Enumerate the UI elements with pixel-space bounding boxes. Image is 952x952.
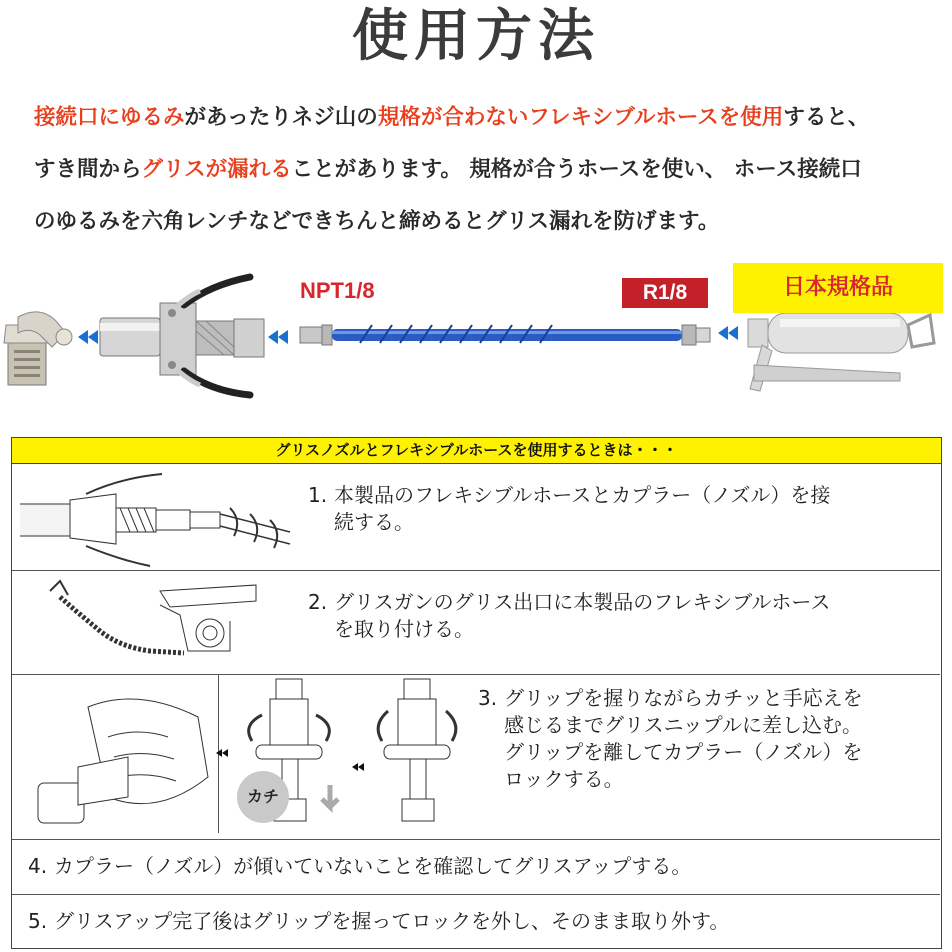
intro-segment: すき間から xyxy=(34,157,142,182)
step-row-1 xyxy=(12,464,940,571)
step-4-text: 4. カプラー（ノズル）が傾いていないことを確認してグリスアップする。 xyxy=(28,854,692,878)
flexible-hose-illustration xyxy=(300,325,710,345)
grease-gun-hose-illustration xyxy=(20,571,300,675)
step-row-4 xyxy=(12,840,940,895)
step-5-text: 5. グリスアップ完了後はグリップを握ってロックを外し、そのまま取り外す。 xyxy=(28,909,730,933)
intro-line-2 xyxy=(34,144,934,196)
jis-standard-label: 日本規格品 xyxy=(733,263,943,313)
step-3-text: 3. グリップを握りながらカチッと手応えを 感じるまでグリスニップルに差し込む。 グリップを離してカプラー（ノズル）を ロックする。 xyxy=(478,686,863,791)
step-1-text: 1. 本製品のフレキシブルホースとカプラー（ノズル）を接 続する。 xyxy=(308,483,831,534)
page-title: 使用方法 xyxy=(352,4,600,69)
intro-segment: グリスが漏れる xyxy=(141,157,292,182)
npt-thread-label: NPT1/8 xyxy=(300,278,375,303)
hand-gripping-illustration xyxy=(18,677,218,837)
intro-segment: すると、 xyxy=(783,105,870,130)
procedure-table xyxy=(11,437,942,949)
step-row-2 xyxy=(12,571,940,675)
intro-segment: 規格が合わないフレキシブルホースを使用 xyxy=(377,105,784,130)
intro-line-3 xyxy=(34,196,934,248)
intro-segment: 接続口にゆるみ xyxy=(34,105,185,130)
intro-segment: があったりネジ山の xyxy=(184,105,378,130)
grease-nipple-illustration xyxy=(4,312,72,385)
down-arrow-icon xyxy=(322,785,338,807)
connection-diagram xyxy=(0,255,952,405)
intro-segment: ことがあります。 規格が合うホースを使い、 ホース接続口 xyxy=(291,157,862,182)
step-2-text: 2. グリスガンのグリス出口に本製品のフレキシブルホース を取り付ける。 xyxy=(308,590,831,641)
intro-segment: のゆるみを六角レンチなどできちんと締めるとグリス漏れを防げます。 xyxy=(34,209,720,234)
intro-paragraph xyxy=(34,92,934,248)
intro-line-1 xyxy=(34,92,934,144)
procedure-header: グリスノズルとフレキシブルホースを使用するときは・・・ xyxy=(12,438,941,464)
coupler-hose-illustration xyxy=(20,464,300,568)
click-sound-badge: カチ xyxy=(237,771,289,823)
coupler-illustration xyxy=(100,277,264,395)
grease-gun-illustration xyxy=(748,313,934,391)
r18-thread-label: R1/8 xyxy=(622,278,708,308)
step-row-5 xyxy=(12,895,940,948)
step-row-3 xyxy=(12,675,940,840)
